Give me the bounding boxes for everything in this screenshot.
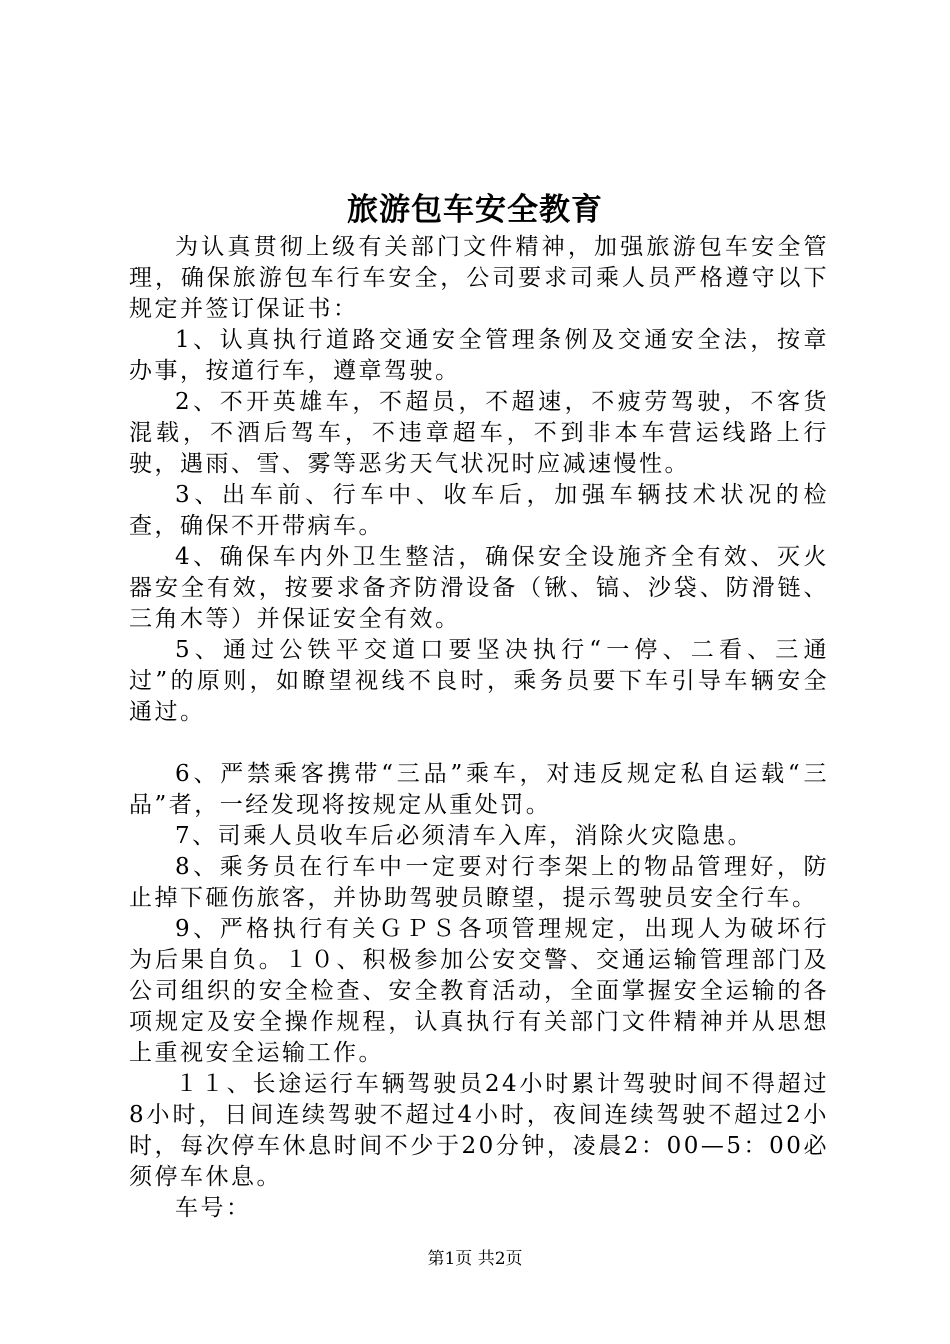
rule-7-paragraph: 7、司乘人员收车后必须清车入库，消除火灾隐患。 — [175, 823, 754, 849]
rule-11-paragraph: １１、长途运行车辆驾驶员24小时累计驾驶时间不得超过8小时，日间连续驾驶不超过4小时，夜间连续驾驶不超过2小时，每次停车休息时间不少于20分钟，凌晨2：00—5：00必须停车休息。 — [129, 1071, 829, 1190]
intro-paragraph: 为认真贯彻上级有关部门文件精神，加强旅游包车安全管理，确保旅游包车行车安全，公司要求司乘人员严格遵守以下规定并签订保证书： — [129, 234, 829, 322]
rule-6-paragraph: 6、严禁乘客携带“三品”乘车，对违反规定私自运载“三品”者，一经发现将按规定从重处罚。 — [129, 761, 829, 818]
document-body — [129, 232, 829, 1224]
rule-5-paragraph: 5、通过公铁平交道口要坚决执行“一停、二看、三通过”的原则，如瞭望视线不良时，乘务员要下车引导车辆安全通过。 — [129, 637, 829, 725]
rule-3-paragraph: 3、出车前、行车中、收车后，加强车辆技术状况的检查，确保不开带病车。 — [129, 482, 829, 539]
rule-1-paragraph: 1、认真执行道路交通安全管理条例及交通安全法，按章办事，按道行车，遵章驾驶。 — [129, 327, 829, 384]
document-title: 旅游包车安全教育 — [347, 192, 603, 228]
page-number-footer: 第1页 共2页 — [427, 1249, 523, 1269]
rule-8-paragraph: 8、乘务员在行车中一定要对行李架上的物品管理好，防止掉下砸伤旅客，并协助驾驶员瞭望，提示驾驶员安全行车。 — [129, 854, 829, 911]
vehicle-number-label: 车号： — [175, 1195, 252, 1221]
rule-2-paragraph: 2、不开英雄车，不超员，不超速，不疲劳驾驶，不客货混载，不酒后驾车，不违章超车，不到非本车营运线路上行驶，遇雨、雪、雾等恶劣天气状况时应减速慢性。 — [129, 389, 829, 477]
rule-4-paragraph: 4、确保车内外卫生整洁，确保安全设施齐全有效、灭火器安全有效，按要求备齐防滑设备（锹、镐、沙袋、防滑链、三角木等）并保证安全有效。 — [129, 544, 829, 632]
rule-9-10-paragraph: 9、严格执行有关ＧＰＳ各项管理规定，出现人为破坏行为后果自负。１０、积极参加公安交警、交通运输管理部门及公司组织的安全检查、安全教育活动，全面掌握安全运输的各项规定及安全操作规程，认真执行有关部门文件精神并从思想上重视安全运输工作。 — [129, 916, 829, 1066]
